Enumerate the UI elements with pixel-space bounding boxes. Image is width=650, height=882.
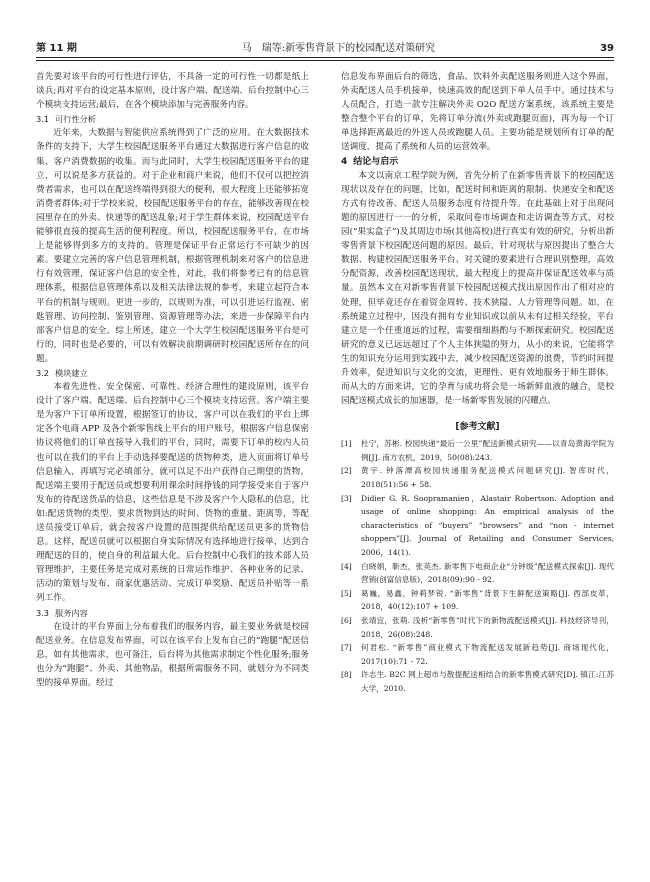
reference-item [341, 668, 614, 695]
subsection-title: 服务内容 [55, 607, 88, 618]
paragraph-continued: 信息发布界面后台的筛选，食品、饮料外卖配送服务则进入这个界面，外卖配送人员手机接单，快速高效的配送到下单人员手中。通过技术与人员配合，打造一款专注解决外卖 O2O 配送方案系统，该系统主要是整合整个平台的订单，先将订单分流(外卖或跑腿页面)，再为每一个订单选择距离最近的外送人员或跑腿人员。主要功能是规划所有订单的配送调度，提高了系统和人员的运营效率。 [341, 72, 614, 153]
subsection-number: 3.2 [36, 367, 50, 378]
reference-item [341, 614, 614, 641]
reference-number: [7] [341, 643, 352, 653]
reference-text: Didier G. R. Soopramanien，Alastair Robertson. Adoption and usage of online shopping: An empirical analysis of the characteristics of “buyers” “browsers” and “non - internet shoppers”[J]. Journal of Retailing and Consumer Services, 2006，14(1). [361, 493, 614, 557]
reference-item [341, 437, 614, 464]
section-title: 结论与启示 [353, 156, 399, 167]
header-rule-thick [36, 57, 614, 58]
subsection-heading-3-2 [36, 366, 309, 380]
left-column [36, 70, 309, 690]
reference-number: [5] [341, 588, 352, 598]
reference-item [341, 560, 614, 587]
right-column [341, 70, 614, 696]
subsection-heading-3-1 [36, 112, 309, 126]
paragraph-modules: 本着先进性、安全保密、可靠性、经济合理性的建设原则，该平台设计了客户端、配送端、后台控制中心三个模块支持运营。客户端主要是为客户下订单所设置，根据签订的协议，客户可以在我们的平台上绑定各个电商 APP 及各个新零售线上平台的用户账号，根据客户信息保密协议将他们的订单直接导入我们的平台，同时，需要下订单的校内人员也可以在我们的平台上手动选择要配送的货物种类，进入页面将订单号信息输入，再填写完必填部分，就可以足不出户获得自己期望的货物。配送端主要用于配送员或想要利用课余时间挣钱的同学接受来自于客户发布的待配送货品的信息，这些信息是不涉及客户个人隐私的信息，比如:配送货物的类型、要求货物到达的时间、货物的重量、距离等，等配送员接受订单后，就会按客户设置的范围提供给配送员更多的货物信息。这样，配送员就可以根据自身实际情况有选择地进行接单，达到合理配送的目的，使自身的利益最大化。后台控制中心我们的技术部人员管理维护，主要任务是完成对系统的日常运作维护、各种业务的记录、活动的策划与发布、商家优惠活动、完成订单奖励、配送员补贴等一系列工作。 [36, 382, 309, 604]
page-number: 39 [600, 43, 614, 54]
subsection-heading-3-3 [36, 606, 309, 620]
reference-text: 杜宁，苏彬. 校园快递“最后一公里”配送新模式研究——以青岛黄海学院为例[J]. 南方农机，2019，50(08):243. [361, 439, 614, 462]
subsection-number: 3.1 [36, 114, 50, 125]
reference-number: [8] [341, 670, 352, 680]
subsection-title: 模块建立 [55, 367, 88, 378]
reference-text: 张靖宜，张萌. 浅析“新零售”时代下的新物流配送模式[J]. 科技经济导刊，2018，26(08):248. [361, 615, 614, 639]
issue-number: 第 11 期 [36, 43, 77, 54]
reference-item [341, 492, 614, 560]
running-header [36, 38, 614, 54]
reference-item [341, 464, 614, 491]
paragraph-conclusion: 本文以南京工程学院为例，首先分析了在新零售背景下的校园配送现状以及存在的问题，比如，配送时间和距离的限制、快递安全和配送方式有待改善、配送人员服务态度有待提升等。在此基础上对于出现问题的原因进行一一的分析，采取问卷市场调查和走访调查等方式，对校园(“果实盒子”)及其周边市场(其他高校)进行真实有效的研究，分析出新零售背景下校园配送问题的原因。最后，针对现状与原因提出了整合大数据、构建校园配送服务平台、对关键的要素进行合理识别整理，高效分配资源，改善校园配送现状，最大程度上的提高并保证配送效率与质量。虽然本文在对新零售背景下校园配送模式找出原因作出了相对应的处理，但毕竟还存在着资金周转、技术狭隘、人力管理等问题。如，在系统建立过程中，因没有拥有专业知识或以前从未有过相关经验，平台建立是一个任重道远的过程，需要细细斟酌与不断探索研究。校园配送研究的意义已远远超过了个人主体狭隘的努力，从小的来说，它能将学生的知识充分运用到实践中去，减少校园配送资源的浪费，节约时间提升效率，促进知识与文化的交流，更理性、更有效地服务于师生群体。而从大的方面来讲，它的孕育与成功将会是一场新鲜血液的融合，是校园配送模式成长的加速器，是一场新零售发展的闪耀点。 [341, 170, 614, 407]
references-heading: [参考文献] [455, 422, 500, 433]
reference-text: 葛巍，易鑫，钟莉梦锐. “新零售”背景下生鲜配送策略[J]. 西部皮革，2018，40(12):107 + 109. [361, 588, 614, 612]
section-heading-4 [341, 155, 614, 169]
reference-item [341, 641, 614, 668]
references-list [341, 437, 614, 695]
reference-text: 何君松. “新零售”商业模式下物流配送发展新趋势[J]. 商场现代化，2017(10):71 - 72. [361, 643, 614, 666]
reference-number: [1] [341, 439, 352, 449]
subsection-title: 可行性分析 [55, 114, 96, 125]
reference-number: [6] [341, 615, 352, 625]
paragraph-feasibility: 近年来，大数据与智能供应系统得到了广泛的应用。在大数据技术条件的支持下，大学生校园配送服务平台通过大数据进行客户信息的收集、客户消费数据的收集。而与此同时，大学生校园配送服务平台的建立，可以说是多方获益的。对于企业和商户来说，他们不仅可以把控消费者需求，也可以在配送终端得到很大的便利，很大程度上还能够拓宽消费者群体;对于学校来说，校园配送服务平台的存在，能够改善现在校园里存在的外卖、快递等的配送乱象;对于学生群体来说，校园配送平台能够很直接的提高生活的便利程度。所以，校园配送服务平台，在市场上是能够得到多方的支持的。管理是保证平台正常运行不可缺少的因素。要建立完善的客户信息管理机制，根据管理机制来对客户的信息进行有效管理，保证客户信息的安全性，对此，我们将参考已有的信息管理体系，根据信息管理体系以及相关法律法规的参考，来建立起符合本平台的机制与规则。更进一步的，以规则为准，可以引进运行监视、密匙管理、访问控制、鉴别管理、资源管理等办法，来进一步保障平台内部客户信息的安全。综上所述，建立一个大学生校园配送服务平台是可行的，同时也是必要的，可以有效解决前期调研时校园配送所存在的问题。 [36, 128, 309, 364]
reference-text: 许志生. B2C 网上超市与散提配送相结合的新零售模式研究[D]. 镇江:江苏大学，2010. [361, 670, 614, 693]
reference-item [341, 587, 614, 614]
header-rule-thin [36, 60, 614, 61]
subsection-number: 3.3 [36, 607, 50, 618]
paragraph-continued: 首先要对该平台的可行性进行评估，不具备一定的可行性一切都是纸上谈兵;再对平台的设定基本原则，设计客户端、配送端、后台控制中心三个模块支持运营;最后，在各个模块添加与完善服务内容。 [36, 72, 309, 111]
reference-number: [4] [341, 561, 352, 571]
running-title: 马 瑞等:新零售背景下的校园配送对策研究 [241, 43, 436, 54]
reference-number: [3] [341, 493, 352, 503]
reference-text: 黄宇. 钟落潭高校园快递服务配送模式问题研究[J]. 智库时代，2018(51):56 + 58. [361, 466, 614, 490]
reference-number: [2] [341, 466, 352, 476]
section-number: 4 [341, 156, 348, 167]
paragraph-services: 在设计的平台界面上分布着我们的服务内容，最主要业务就是校园配送业务。在信息发布界面，可以在该平台上发布自己的“跑腿”配送信息，如有其他需求，也可备注，后台将为其他需求制定个性化服务;服务也分为“跑腿”、外卖、其他物品，根据所需服务不同，就划分为不同类型的接单界面。经过 [36, 621, 309, 689]
reference-text: 白晓娟，靳杰，张英杰. 新零售下电商企业“分钟级”配送模式探索[J]. 现代营销(创富信息版)，2018(09):90 - 92. [361, 561, 614, 585]
